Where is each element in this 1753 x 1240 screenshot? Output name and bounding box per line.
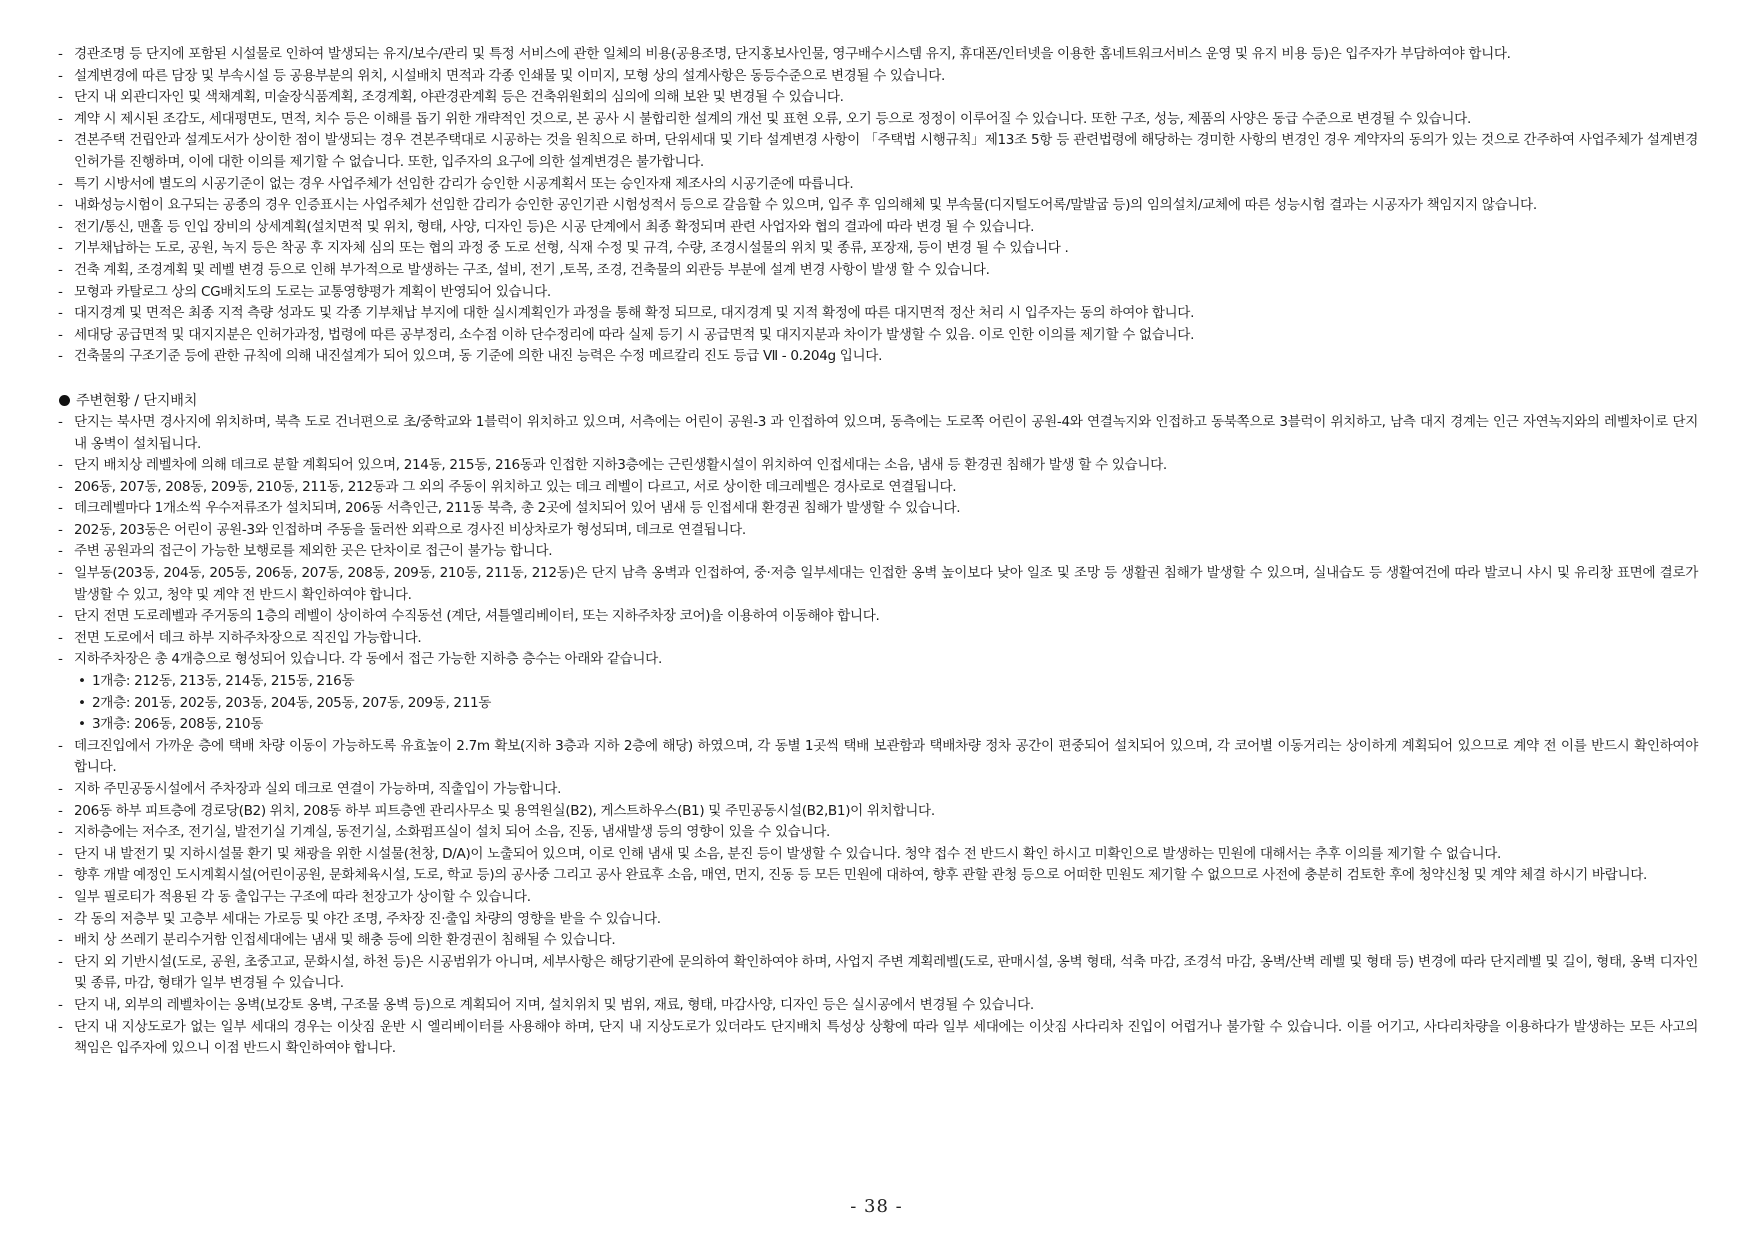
dash-marker: - [58,565,63,582]
parking-floors-list [58,671,1698,736]
dash-marker: - [58,89,63,106]
list-item-text: 건축물의 구조기준 등에 관한 규칙에 의해 내진설계가 되어 있으며, 동 기준에 의한 내진 능력은 수정 메르칼리 진도 등급 Ⅶ - 0.204g 입니다. [74,348,883,365]
list-item [58,174,1698,196]
dash-marker: - [58,737,63,754]
section-heading [58,390,1698,412]
page-number: - 38 - [850,1196,903,1217]
section-gap [58,368,1698,390]
list-item-text: 각 동의 저층부 및 고층부 세대는 가로등 및 야간 조명, 주차장 진·출입 차량의 영향을 받을 수 있습니다. [74,910,661,927]
dash-marker: - [58,457,63,474]
dash-marker: - [58,197,63,214]
dash-marker: - [58,326,63,343]
dash-marker: - [58,175,63,192]
list-item-text: 견본주택 건립안과 설계도서가 상이한 점이 발생되는 경우 견본주택대로 시공하는 것을 원칙으로 하며, 단위세대 및 기타 설계변경 사항이 「주택법 시행규칙」제13조 5항 등 관련법령에 해당하는 경미한 사항의 변경인 경우 계약자의 동의가 있는 것으로 간주하여 사업주체가 설계변경 인허가를 진행하며, 이에 대한 이의를 제기할 수 없습니다. 또한, 입주자의 요구에 의한 설계변경은 불가합니다. [74,132,1698,170]
list-item [58,628,1698,650]
dash-marker: - [58,478,63,495]
list-item-text: 세대당 공급면적 및 대지지분은 인허가과정, 법령에 따른 공부정리, 소수점 이하 단수정리에 따라 실제 등기 시 공급면적 및 대지지분과 차이가 발생할 수 있음. 이로 인한 이의를 제기할 수 없습니다. [74,326,1195,343]
list-item [58,238,1698,260]
list-item-text: 3개층: 206동, 208동, 210동 [92,716,263,733]
list-item [58,606,1698,628]
list-item-text: 206동 하부 피트층에 경로당(B2) 위치, 208동 하부 피트층엔 관리사무소 및 용역원실(B2), 게스트하우스(B1) 및 주민공동시설(B2,B1)이 위치합니다. [74,802,935,819]
list-item-text: 단지 배치상 레벨차에 의해 데크로 분할 계획되어 있으며, 214동, 215동, 216동과 인접한 지하3층에는 근린생활시설이 위치하여 인접세대는 소음, 냄새 등 환경권 침해가 발생 할 수 있습니다. [74,457,1167,474]
list-item-text: 단지 전면 도로레벨과 주거동의 1층의 레벨이 상이하여 수직동선 (계단, 셔틀엘리베이터, 또는 지하주차장 코어)을 이용하여 이동해야 합니다. [74,608,880,625]
list-item [58,346,1698,368]
dash-marker: - [58,283,63,300]
section-heading-text: 주변현황 / 단지배치 [76,392,198,409]
list-item-text: 일부동(203동, 204동, 205동, 206동, 207동, 208동, 209동, 210동, 211동, 212동)은 단지 남측 옹벽과 인접하여, 중·저층 일부세대는 인접한 옹벽 높이보다 낮아 일조 및 조망 등 생활권 침해가 발생할 수 있으며, 실내습도 등 생활여건에 따라 발코니 샤시 및 유리창 표면에 결로가 발생할 수 있고, 청약 및 계약 전 반드시 확인하여야 합니다. [74,565,1698,603]
filled-circle-icon [59,395,70,406]
list-item [58,801,1698,823]
list-item-text: 단지 외 기반시설(도로, 공원, 초중고교, 문화시설, 하천 등)은 시공범위가 아니며, 세부사항은 해당기관에 문의하여 확인하여야 하며, 사업지 주변 계획레벨(도로, 판매시설, 옹벽 형태, 석축 마감, 조경석 마감, 옹벽/산벽 레벨 및 형태 등) 변경에 따라 단지레벨 및 길이, 형태, 옹벽 디자인 및 종류, 마감, 형태가 일부 변경될 수 있습니다. [74,953,1698,992]
dash-marker: - [58,910,63,927]
list-item-text: 내화성능시험이 요구되는 공종의 경우 인증표시는 사업주체가 선임한 감리가 승인한 공인기관 시험성적서 등으로 갈음할 수 있으며, 입주 후 임의해체 및 부속물(디지털도어록/말발굽 등)의 임의설치/교체에 따른 성능시험 결과는 시공자가 책임지지 않습니다. [74,197,1537,214]
list-item [58,217,1698,239]
list-item [58,952,1698,995]
list-item [58,541,1698,563]
notes-layout-list [58,736,1698,1060]
list-item [58,909,1698,931]
dash-marker: - [58,629,63,646]
list-item-text: 주변 공원과의 접근이 가능한 보행로를 제외한 곳은 단차이로 접근이 불가능 합니다. [74,543,553,560]
dash-marker: - [58,261,63,278]
list-item [58,303,1698,325]
list-item-text: 단지는 북사면 경사지에 위치하며, 북측 도로 건너편으로 초/중학교와 1블럭이 위치하고 있으며, 서측에는 어린이 공원-3 과 인접하여 있으며, 동측에는 도로쪽 어린이 공원-4와 연결녹지와 인접하고 동북쪽으로 3블럭이 위치하고, 남측 대지 경계는 인근 자연녹지와의 레벨차이로 단지 내 옹벽이 설치됩니다. [74,413,1698,452]
dash-marker: - [58,888,63,905]
dash-marker: - [58,932,63,949]
list-item [58,995,1698,1017]
dash-marker: - [58,305,63,322]
dash-marker: - [58,521,63,538]
parking-floor-item [58,693,1698,715]
bullet-dot-icon: • [78,673,86,690]
dash-marker: - [58,218,63,235]
list-item [58,87,1698,109]
notes-top-list [58,44,1698,368]
list-item [58,282,1698,304]
dash-marker: - [58,996,63,1013]
dash-marker: - [58,543,63,560]
list-item [58,109,1698,131]
list-item [58,779,1698,801]
list-item [58,325,1698,347]
list-item [58,520,1698,542]
list-item-text: 전기/통신, 맨홀 등 인입 장비의 상세계획(설치면적 및 위치, 형태, 사양, 디자인 등)은 시공 단계에서 최종 확정되며 관련 사업자와 협의 결과에 따라 변경 될 수 있습니다. [74,218,1035,235]
dash-marker: - [58,953,63,970]
list-item [58,822,1698,844]
dash-marker: - [58,500,63,517]
parking-floor-item [58,714,1698,736]
list-item-text: 단지 내 지상도로가 없는 일부 세대의 경우는 이삿짐 운반 시 엘리베이터를 사용해야 하며, 단지 내 지상도로가 있더라도 단지배치 특성상 상황에 따라 일부 세대에는 이삿짐 사다리차 진입이 어렵거나 불가할 수 있습니다. 이를 어기고, 사다리차량을 이용하다가 발생하는 모든 사고의 책임은 입주자에 있으니 이점 반드시 확인하여야 합니다. [74,1018,1698,1057]
dash-marker: - [58,132,63,149]
list-item-text: 건축 계획, 조경계획 및 레벨 변경 등으로 인해 부가적으로 발생하는 구조, 설비, 전기 ,토목, 조경, 건축물의 외관등 부분에 설계 변경 사항이 발생 할 수 있습니다. [74,261,990,278]
list-item-text: 모형과 카탈로그 상의 CG배치도의 도로는 교통영향평가 계획이 반영되어 있습니다. [74,283,551,300]
dash-marker: - [58,802,63,819]
parking-floor-item [58,671,1698,693]
list-item-text: 기부채납하는 도로, 공원, 녹지 등은 착공 후 지자체 심의 또는 협의 과정 중 도로 선형, 식재 수정 및 규격, 수량, 조경시설물의 위치 및 종류, 포장재, 등이 변경 될 수 있습니다 . [74,240,1069,257]
list-item [58,649,1698,671]
notes-surroundings-list [58,412,1698,671]
dash-marker: - [58,824,63,841]
list-item [58,563,1698,606]
list-item-text: 데크진입에서 가까운 층에 택배 차량 이동이 가능하도록 유효높이 2.7m 확보(지하 3층과 지하 2층에 해당) 하였으며, 각 동별 1곳씩 택배 보관함과 택배차량 정차 공간이 편중되어 설치되어 있으며, 각 코어별 이동거리는 상이하게 계획되어 있으므로 계약 전 이를 반드시 확인하여야 합니다. [74,737,1698,776]
dash-marker: - [58,413,63,430]
document-body [58,44,1698,1060]
list-item-text: 단지 내 발전기 및 지하시설물 환기 및 채광을 위한 시설물(천창, D/A)이 노출되어 있으며, 이로 인해 냄새 및 소음, 분진 등이 발생할 수 있습니다. 청약 접수 전 반드시 확인 하시고 미확인으로 발생하는 민원에 대해서는 추후 이의를 제기할 수 없습니다. [74,845,1502,862]
list-item-text: 지하주차장은 총 4개층으로 형성되어 있습니다. 각 동에서 접근 가능한 지하층 층수는 아래와 같습니다. [74,651,662,668]
list-item [58,930,1698,952]
list-item-text: 일부 필로티가 적용된 각 동 출입구는 구조에 따라 천장고가 상이할 수 있습니다. [74,888,531,905]
dash-marker: - [58,845,63,862]
dash-marker: - [58,867,63,884]
dash-marker: - [58,1018,63,1035]
list-item [58,1017,1698,1060]
list-item [58,865,1698,887]
list-item-text: 배치 상 쓰레기 분리수거함 인접세대에는 냄새 및 해충 등에 의한 환경권이 침해될 수 있습니다. [74,932,616,949]
list-item [58,130,1698,173]
list-item-text: 계약 시 제시된 조감도, 세대평면도, 면적, 치수 등은 이해를 돕기 위한 개략적인 것으로, 본 공사 시 불합리한 설계의 개선 및 표현 오류, 오기 등으로 정정이 이루어질 수 있습니다. 또한 구조, 성능, 제품의 사양은 동급 수준으로 변경될 수 있습니다. [74,110,1471,127]
list-item-text: 지하층에는 저수조, 전기실, 발전기실 기계실, 동전기실, 소화펌프실이 설치 되어 소음, 진동, 냄새발생 등의 영향이 있을 수 있습니다. [74,824,830,841]
dash-marker: - [58,348,63,365]
dash-marker: - [58,608,63,625]
list-item-text: 대지경계 및 면적은 최종 지적 측량 성과도 및 각종 기부채납 부지에 대한 실시계획인가 과정을 통해 확정 되므로, 대지경계 및 지적 확정에 따른 대지면적 정산 처리 시 입주자는 동의 하여야 합니다. [74,305,1195,322]
list-item-text: 전면 도로에서 데크 하부 지하주차장으로 직진입 가능합니다. [74,629,422,646]
list-item-text: 설계변경에 따른 담장 및 부속시설 등 공용부분의 위치, 시설배치 면적과 각종 인쇄물 및 이미지, 모형 상의 설계사항은 동등수준으로 변경될 수 있습니다. [74,67,946,84]
dash-marker: - [58,110,63,127]
dash-marker: - [58,67,63,84]
list-item-text: 향후 개발 예정인 도시계획시설(어린이공원, 문화체육시설, 도로, 학교 등)의 공사중 그리고 공사 완료후 소음, 매연, 먼지, 진동 등 모든 민원에 대하여, 향후 관할 관청 등으로 어떠한 민원도 제기할 수 없으므로 사전에 충분히 검토한 후에 청약신청 및 계약 체결 하시기 바랍니다. [74,867,1647,884]
dash-marker: - [58,240,63,257]
bullet-dot-icon: • [78,694,86,711]
list-item [58,260,1698,282]
list-item-text: 지하 주민공동시설에서 주차장과 실외 데크로 연결이 가능하며, 직출입이 가능합니다. [74,781,562,797]
list-item [58,412,1698,455]
list-item-text: 206동, 207동, 208동, 209동, 210동, 211동, 212동과 그 외의 주동이 위치하고 있는 데크 레벨이 다르고, 서로 상이한 데크레벨은 경사로로 연결됩니다. [74,478,957,495]
list-item-text: 2개층: 201동, 202동, 203동, 204동, 205동, 207동, 209동, 211동 [92,694,492,711]
list-item-text: 단지 내 외관디자인 및 색채계획, 미술장식품계획, 조경계획, 야관경관계획 등은 건축위원회의 심의에 의해 보완 및 변경될 수 있습니다. [74,89,844,106]
dash-marker: - [58,781,63,797]
list-item-text: 특기 시방서에 별도의 시공기준이 없는 경우 사업주체가 선임한 감리가 승인한 시공계획서 또는 승인자재 제조사의 시공기준에 따릅니다. [74,175,854,192]
list-item [58,195,1698,217]
list-item-text: 단지 내, 외부의 레벨차이는 옹벽(보강토 옹벽, 구조물 옹벽 등)으로 계획되어 지며, 설치위치 및 범위, 재료, 형태, 마감사양, 디자인 등은 실시공에서 변경될 수 있습니다. [74,996,1034,1013]
list-item [58,736,1698,779]
dash-marker: - [58,651,63,668]
list-item [58,887,1698,909]
list-item-text: 경관조명 등 단지에 포함된 시설물로 인하여 발생되는 유지/보수/관리 및 특정 서비스에 관한 일체의 비용(공용조명, 단지홍보사인물, 영구배수시스템 유지, 휴대폰/인터넷을 이용한 홈네트워크서비스 운영 및 유지 비용 등)은 입주자가 부담하여야 합니다. [74,46,1511,62]
list-item [58,44,1698,66]
list-item-text: 202동, 203동은 어린이 공원-3와 인접하며 주동을 둘러싼 외곽으로 경사진 비상차로가 형성되며, 데크로 연결됩니다. [74,521,746,538]
list-item [58,498,1698,520]
list-item [58,477,1698,499]
list-item [58,455,1698,477]
list-item-text: 1개층: 212동, 213동, 214동, 215동, 216동 [92,673,355,690]
dash-marker: - [58,46,63,62]
list-item [58,844,1698,866]
list-item-text: 데크레벨마다 1개소씩 우수저류조가 설치되며, 206동 서측인근, 211동 북측, 총 2곳에 설치되어 있어 냄새 등 인접세대 환경권 침해가 발생할 수 있습니다. [74,500,961,517]
list-item [58,66,1698,88]
bullet-dot-icon: • [78,716,86,733]
